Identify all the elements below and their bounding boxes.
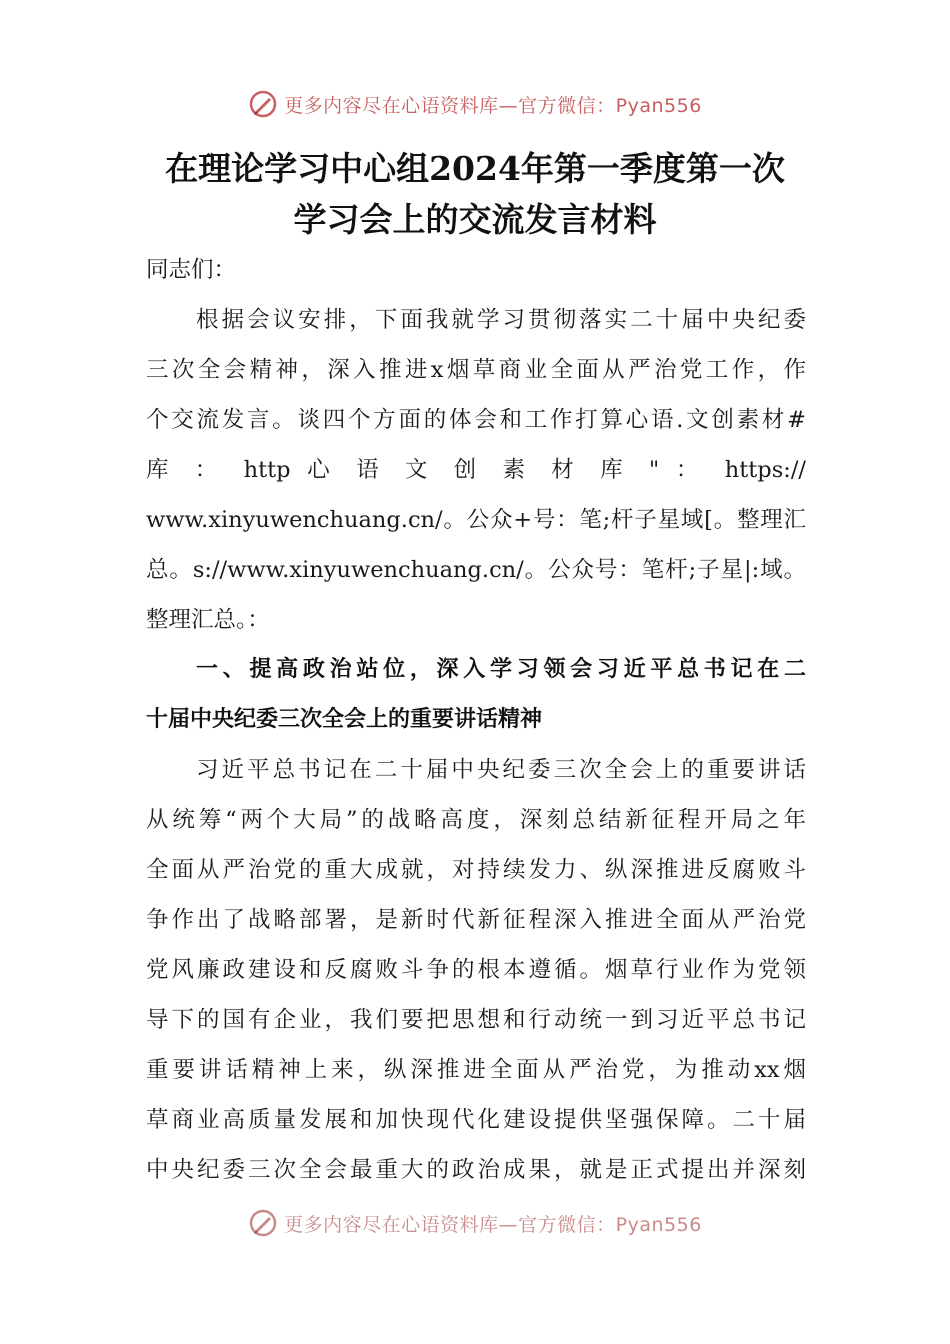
paragraph-line: 个交流发言。谈四个方面的体会和工作打算心语.文创素材# bbox=[146, 407, 806, 433]
watermark-banner-bottom bbox=[0, 1203, 950, 1243]
watermark-banner-top bbox=[0, 84, 950, 124]
section-heading-line: 一、提高政治站位，深入学习领会习近平总书记在二 bbox=[196, 657, 806, 682]
paragraph-line: 总。s://www.xinyuwenchuang.cn/。公众号：笔杆;子星|:域。 bbox=[146, 557, 806, 583]
salutation: 同志们： bbox=[146, 257, 237, 283]
paragraph-line: 从统筹“两个大局”的战略高度，深刻总结新征程开局之年 bbox=[146, 807, 806, 833]
title-line-2: 学习会上的交流发言材料 bbox=[293, 200, 657, 239]
section-heading-line: 十届中央纪委三次全会上的重要讲话精神 bbox=[146, 707, 543, 732]
paragraph-line: 党风廉政建设和反腐败斗争的根本遵循。烟草行业作为党领 bbox=[146, 957, 806, 983]
paragraph-line: 重要讲话精神上来，纵深推进全面从严治党，为推动xx烟 bbox=[146, 1057, 806, 1083]
paragraph-line: 整理汇总。： bbox=[146, 607, 270, 633]
pen-logo-icon bbox=[248, 89, 278, 119]
paragraph-line: 导下的国有企业，我们要把思想和行动统一到习近平总书记 bbox=[146, 1007, 806, 1033]
paragraph-line: 三次全会精神，深入推进x烟草商业全面从严治党工作，作 bbox=[146, 357, 806, 383]
watermark-text: 更多内容尽在心语资料库—官方微信：Pyan556 bbox=[284, 94, 702, 117]
paragraph-line: 全面从严治党的重大成就，对持续发力、纵深推进反腐败斗 bbox=[146, 857, 806, 883]
paragraph-line: 习近平总书记在二十届中央纪委三次全会上的重要讲话 bbox=[196, 757, 806, 783]
paragraph-line: 草商业高质量发展和加快现代化建设提供坚强保障。二十届 bbox=[146, 1107, 806, 1133]
paragraph-line: 库 ： http 心 语 文 创 素 材 库 " ： https:// bbox=[146, 457, 806, 483]
paragraph-line: 根据会议安排，下面我就学习贯彻落实二十届中央纪委 bbox=[196, 307, 806, 333]
page-title bbox=[100, 143, 850, 245]
title-line-1: 在理论学习中心组2024年第一季度第一次 bbox=[165, 149, 785, 188]
paragraph-line: 争作出了战略部署，是新时代新征程深入推进全面从严治党 bbox=[146, 907, 806, 933]
paragraph-line: 中央纪委三次全会最重大的政治成果，就是正式提出并深刻 bbox=[146, 1157, 806, 1183]
pen-logo-icon bbox=[248, 1208, 278, 1238]
paragraph-line: www.xinyuwenchuang.cn/。公众+号：笔;杆子星域[。整理汇 bbox=[146, 507, 806, 533]
watermark-text: 更多内容尽在心语资料库—官方微信：Pyan556 bbox=[284, 1213, 702, 1236]
